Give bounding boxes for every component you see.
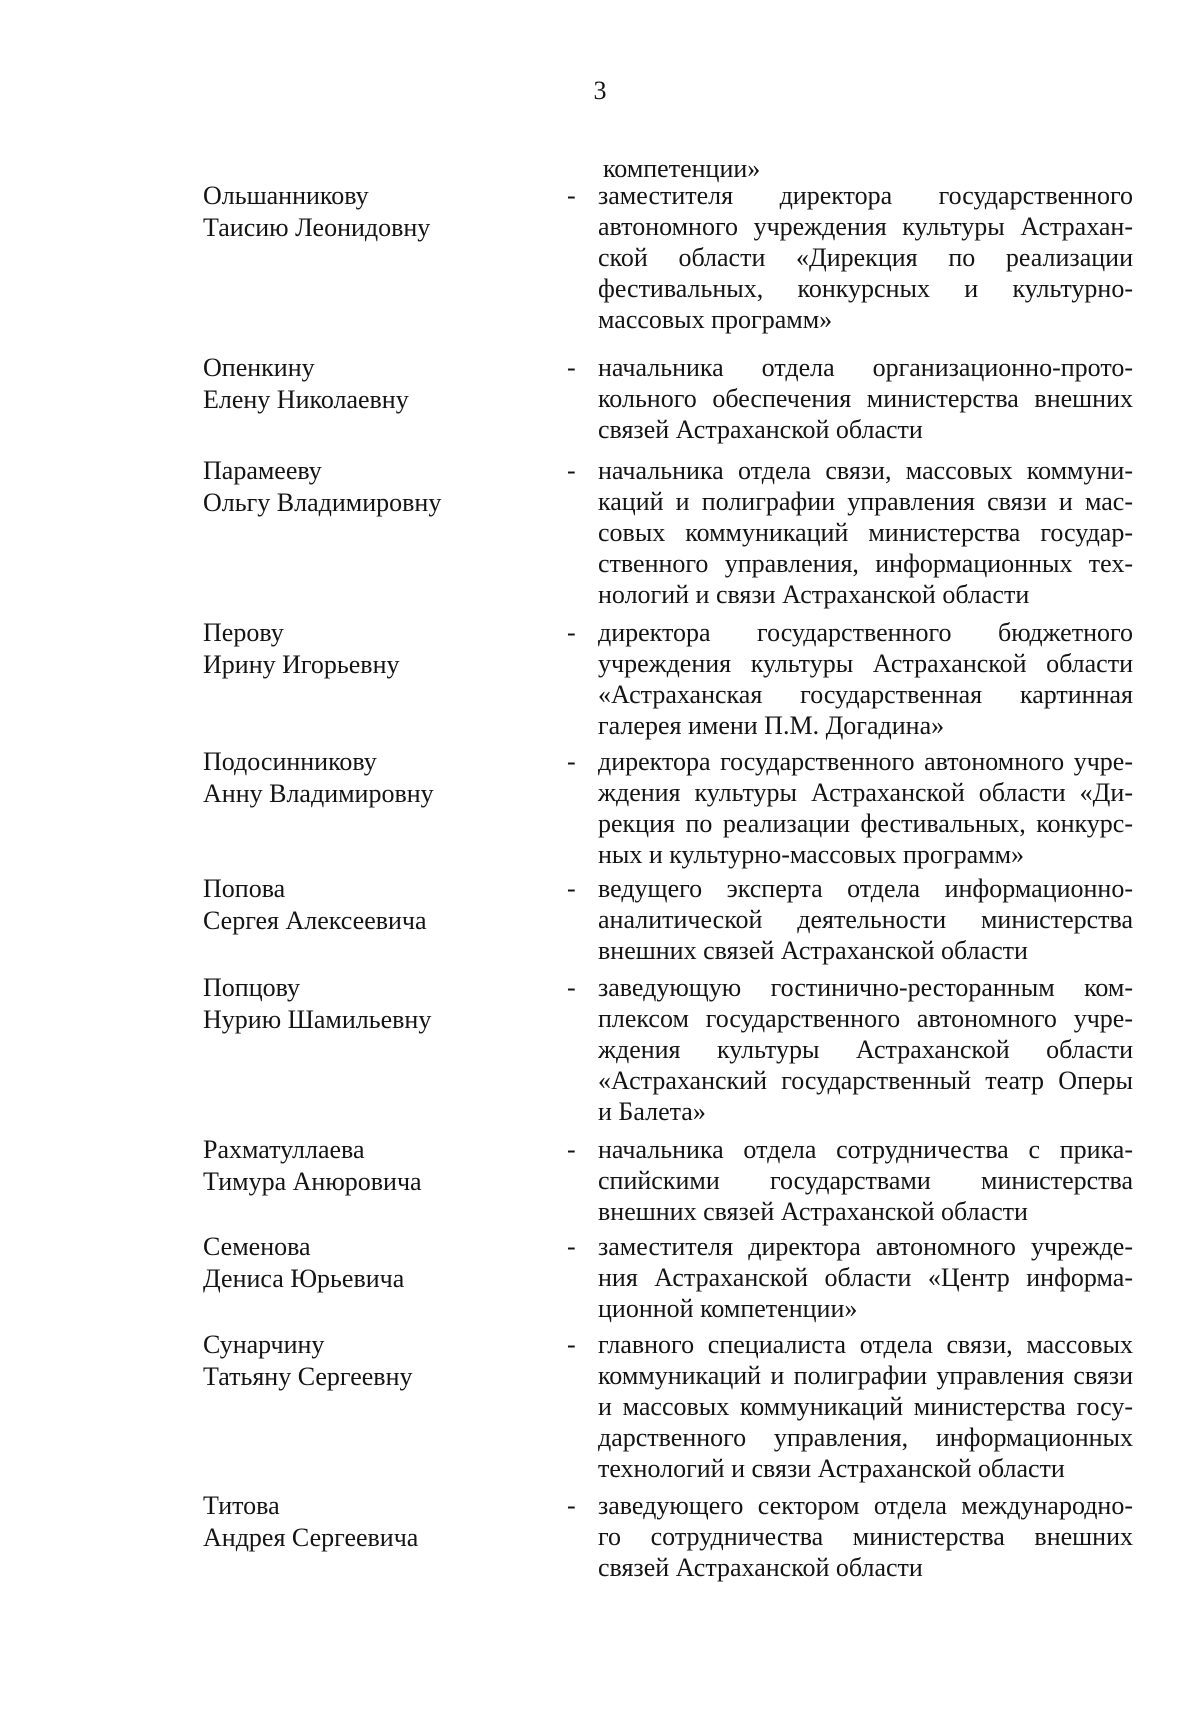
position-line: заместителя директора автономного учрежде- bbox=[598, 1232, 1133, 1261]
person-given-names: Ольгу Владимировну bbox=[203, 488, 442, 517]
person-name bbox=[203, 352, 543, 416]
page-number: 3 bbox=[593, 76, 607, 105]
position-line: массовых программ» bbox=[598, 305, 833, 334]
position-text bbox=[598, 972, 1133, 1127]
person-name bbox=[203, 746, 543, 810]
position-line: спийскими государствами министерства bbox=[598, 1166, 1133, 1195]
person-name bbox=[203, 1231, 543, 1295]
position-line: учреждения культуры Астраханской области bbox=[598, 649, 1133, 678]
position-line: заведующую гостинично-ресторанным ком- bbox=[598, 973, 1133, 1002]
position-line: и Балета» bbox=[598, 1097, 706, 1126]
person-given-names: Татьяну Сергеевну bbox=[203, 1362, 413, 1391]
person-name bbox=[203, 180, 543, 244]
continuation-text: компетенции» bbox=[603, 154, 761, 183]
entry-dash: - bbox=[567, 353, 576, 382]
position-line: плексом государственного автономного учре- bbox=[598, 1004, 1133, 1033]
person-surname: Рахматуллаева bbox=[203, 1135, 365, 1164]
entry-dash: - bbox=[567, 181, 576, 210]
position-line: рекция по реализации фестивальных, конкурс- bbox=[598, 809, 1133, 838]
position-text bbox=[598, 455, 1133, 610]
position-text bbox=[598, 873, 1133, 966]
position-text bbox=[598, 1134, 1133, 1227]
entry-dash: - bbox=[567, 1232, 576, 1261]
person-given-names: Елену Николаевну bbox=[203, 385, 409, 414]
entry-dash: - bbox=[567, 747, 576, 776]
person-surname: Ольшанникову bbox=[203, 181, 369, 210]
entry-dash: - bbox=[567, 874, 576, 903]
person-surname: Попова bbox=[203, 874, 286, 903]
position-line: директора государственного автономного учре- bbox=[598, 747, 1133, 776]
position-line: ждения культуры Астраханской области bbox=[598, 1035, 1133, 1064]
position-line: нологий и связи Астраханской области bbox=[598, 580, 1030, 609]
entry-dash: - bbox=[567, 1330, 576, 1359]
person-given-names: Нурию Шамильевну bbox=[203, 1005, 432, 1034]
position-line: «Астраханский государственный театр Оперы bbox=[598, 1066, 1133, 1095]
position-text bbox=[598, 180, 1133, 335]
position-line: автономного учреждения культуры Астрахан- bbox=[598, 212, 1133, 241]
position-line: начальника отдела связи, массовых коммуни- bbox=[598, 456, 1133, 485]
person-name bbox=[203, 455, 543, 519]
position-line: «Астраханская государственная картинная bbox=[598, 680, 1133, 709]
position-text bbox=[598, 1231, 1133, 1324]
position-line: заведующего сектором отдела международно- bbox=[598, 1491, 1133, 1520]
person-surname: Опенкину bbox=[203, 353, 315, 382]
person-given-names: Анну Владимировну bbox=[203, 779, 434, 808]
position-line: заместителя директора государственного bbox=[598, 181, 1133, 210]
position-line: аналитической деятельности министерства bbox=[598, 905, 1133, 934]
person-name bbox=[203, 617, 543, 681]
person-name bbox=[203, 873, 543, 937]
person-given-names: Ирину Игорьевну bbox=[203, 650, 400, 679]
position-line: и массовых коммуникаций министерства госу- bbox=[598, 1392, 1133, 1421]
position-line: ния Астраханской области «Центр информа- bbox=[598, 1263, 1133, 1292]
person-surname: Попцову bbox=[203, 973, 300, 1002]
position-line: ждения культуры Астраханской области «Ди- bbox=[598, 778, 1133, 807]
position-line: ской области «Дирекция по реализации bbox=[598, 243, 1133, 272]
position-line: директора государственного бюджетного bbox=[598, 618, 1133, 647]
position-line: связей Астраханской области bbox=[598, 415, 923, 444]
position-line: совых коммуникаций министерства государ- bbox=[598, 518, 1133, 547]
position-line: ционной компетенции» bbox=[598, 1294, 858, 1323]
position-text bbox=[598, 352, 1133, 445]
person-surname: Титова bbox=[203, 1491, 280, 1520]
position-line: каций и полиграфии управления связи и мас- bbox=[598, 487, 1133, 516]
entry-dash: - bbox=[567, 456, 576, 485]
position-line: ственного управления, информационных тех- bbox=[598, 549, 1133, 578]
position-line: внешних связей Астраханской области bbox=[598, 1197, 1028, 1226]
entry-dash: - bbox=[567, 618, 576, 647]
person-name bbox=[203, 1134, 543, 1198]
entry-dash: - bbox=[567, 1135, 576, 1164]
person-name bbox=[203, 1490, 543, 1554]
position-text bbox=[598, 1490, 1133, 1583]
person-surname: Парамееву bbox=[203, 456, 322, 485]
position-text bbox=[598, 746, 1133, 870]
person-given-names: Сергея Алексеевича bbox=[203, 906, 427, 935]
position-line: начальника отдела сотрудничества с прика- bbox=[598, 1135, 1133, 1164]
person-given-names: Дениса Юрьевича bbox=[203, 1264, 405, 1293]
position-line: внешних связей Астраханской области bbox=[598, 936, 1028, 965]
position-line: галерея имени П.М. Догадина» bbox=[598, 711, 945, 740]
person-given-names: Таисию Леонидовну bbox=[203, 213, 431, 242]
person-name bbox=[203, 972, 543, 1036]
position-line: начальника отдела организационно-прото- bbox=[598, 353, 1133, 382]
position-text bbox=[598, 617, 1133, 741]
position-line: го сотрудничества министерства внешних bbox=[598, 1522, 1133, 1551]
position-line: ных и культурно-массовых программ» bbox=[598, 840, 1025, 869]
position-line: главного специалиста отдела связи, массовых bbox=[598, 1330, 1133, 1359]
person-surname: Семенова bbox=[203, 1232, 311, 1261]
person-name bbox=[203, 1329, 543, 1393]
position-text bbox=[598, 1329, 1133, 1484]
entry-dash: - bbox=[567, 1491, 576, 1520]
position-line: технологий и связи Астраханской области bbox=[598, 1454, 1065, 1483]
position-line: дарственного управления, информационных bbox=[598, 1423, 1133, 1452]
person-surname: Сунарчину bbox=[203, 1330, 325, 1359]
position-line: связей Астраханской области bbox=[598, 1553, 923, 1582]
position-line: ведущего эксперта отдела информационно- bbox=[598, 874, 1133, 903]
person-given-names: Тимура Анюровича bbox=[203, 1167, 422, 1196]
position-line: коммуникаций и полиграфии управления связи bbox=[598, 1361, 1133, 1390]
position-line: кольного обеспечения министерства внешних bbox=[598, 384, 1133, 413]
person-given-names: Андрея Сергеевича bbox=[203, 1523, 419, 1552]
position-line: фестивальных, конкурсных и культурно- bbox=[598, 274, 1133, 303]
entry-dash: - bbox=[567, 973, 576, 1002]
person-surname: Перову bbox=[203, 618, 284, 647]
person-surname: Подосинникову bbox=[203, 747, 377, 776]
